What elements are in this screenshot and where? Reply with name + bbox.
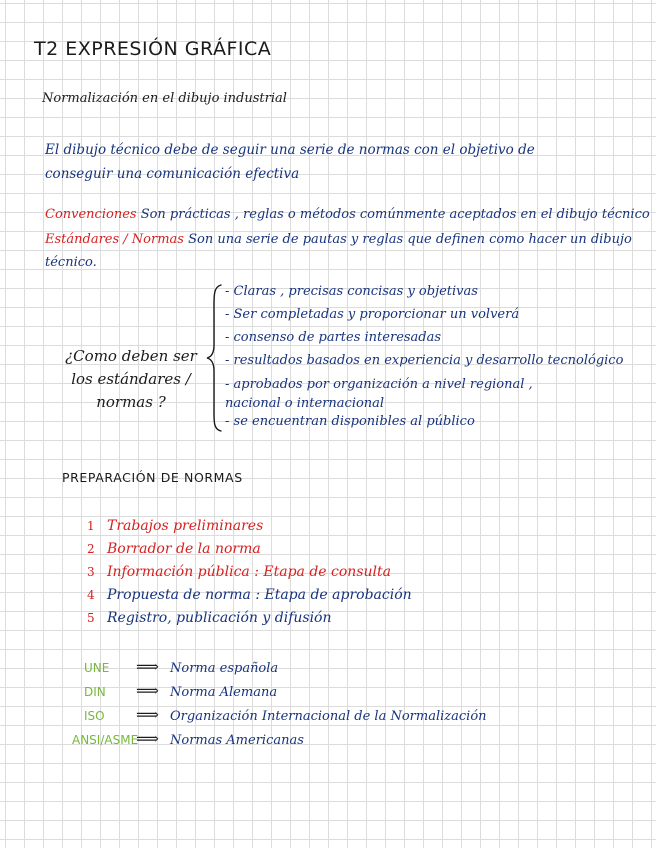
org-abbreviation: ANSI/ASME [72,733,139,747]
definition-convenciones [45,208,650,221]
step-text: Registro, publicación y difusión [107,610,332,626]
steps-list [87,517,412,632]
step-text: Propuesta de norma : Etapa de aprobación [107,587,412,603]
question-text: ¿Como deben ser los estándares / normas ? [65,347,197,411]
list-item: - consenso de partes interesadas [225,330,442,345]
step-number: 4 [87,588,95,602]
section-subtitle: Normalización en el dibujo industrial [42,91,287,106]
org-abbreviation: DIN [84,685,106,699]
step-text: Borrador de la norma [107,541,261,557]
step-text: Información pública : Etapa de consulta [107,564,391,580]
org-abbreviation: UNE [84,661,110,675]
step-number: 1 [87,519,95,533]
list-item: - Ser completadas y proporcionar un volverá [225,307,520,322]
definition-term: Estándares / Normas [45,232,184,247]
step-number: 2 [87,542,95,556]
step-number: 5 [87,611,95,625]
double-arrow-icon: ⟹ [136,657,159,676]
definition-continuation: técnico. [45,255,97,270]
list-item: - aprobados por organización a nivel regional , nacional o internacional [225,377,533,411]
org-description: Norma española [170,661,279,676]
intro-paragraph: El dibujo técnico debe de seguir una serie de normas con el objetivo de conseguir una comunicación efectiva [45,142,535,182]
definition-text: Son prácticas , reglas o métodos comúnmente aceptados en el dibujo técnico [136,207,650,222]
page-title: T2 EXPRESIÓN GRÁFICA [34,38,272,60]
org-description: Normas Americanas [170,733,304,748]
list-item [87,540,412,563]
org-description: Organización Internacional de la Normalización [170,709,487,724]
org-description: Norma Alemana [170,685,278,700]
criteria-list [225,283,623,436]
double-arrow-icon: ⟹ [136,729,159,748]
list-item [87,563,412,586]
org-abbreviation: ISO [84,709,105,723]
section-heading: PREPARACIÓN DE NORMAS [62,470,243,485]
step-text: Trabajos preliminares [107,518,264,534]
list-item [87,586,412,609]
list-item: - resultados basados en experiencia y desarrollo tecnológico [225,353,624,368]
double-arrow-icon: ⟹ [136,705,159,724]
list-item [84,706,487,730]
list-item [72,729,487,754]
step-number: 3 [87,565,95,579]
list-item [84,682,487,706]
list-item: - se encuentran disponibles al público [225,414,475,429]
list-item [84,658,487,682]
list-item: - Claras , precisas concisas y objetivas [225,284,478,299]
double-arrow-icon: ⟹ [136,681,159,700]
list-item [87,517,412,540]
definition-term: Convenciones [45,207,137,222]
curly-brace-icon [205,283,225,433]
organizations-list [72,657,487,754]
definition-text: Son una serie de pautas y reglas que definen como hacer un dibujo [183,232,632,247]
definition-estandares [45,233,632,246]
list-item [87,609,412,632]
